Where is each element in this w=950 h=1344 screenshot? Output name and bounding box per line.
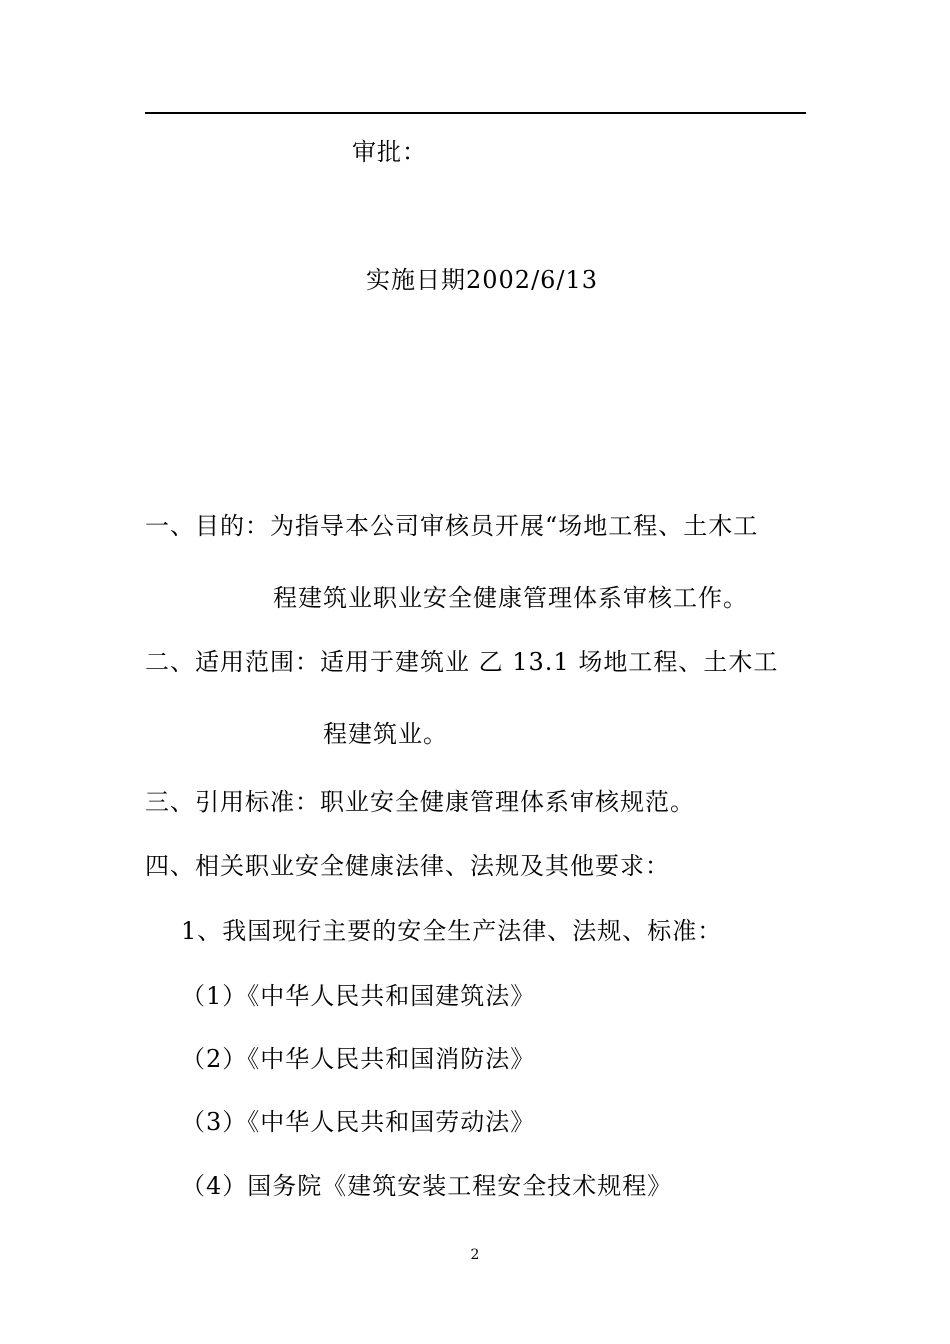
purpose-line-1: 一、目的：为指导本公司审核员开展“场地工程、土木工 bbox=[145, 512, 759, 540]
law-item-1: （1）《中华人民共和国建筑法》 bbox=[181, 982, 536, 1010]
law-item-2: （2）《中华人民共和国消防法》 bbox=[181, 1045, 536, 1073]
header-rule bbox=[145, 112, 806, 114]
standards-line: 三、引用标准：职业安全健康管理体系审核规范。 bbox=[145, 788, 695, 816]
effective-date: 实施日期2002/6/13 bbox=[366, 266, 599, 294]
laws-subheading: 1、我国现行主要的安全生产法律、法规、标准： bbox=[181, 917, 723, 945]
scope-line-1: 二、适用范围：适用于建筑业 乙 13.1 场地工程、土木工 bbox=[145, 648, 779, 676]
page-number: 2 bbox=[470, 1247, 480, 1263]
law-item-4: （4）国务院《建筑安装工程安全技术规程》 bbox=[181, 1172, 673, 1200]
laws-heading: 四、相关职业安全健康法律、法规及其他要求： bbox=[145, 852, 670, 880]
approval-label: 审批： bbox=[352, 138, 427, 166]
scope-line-2: 程建筑业。 bbox=[323, 720, 448, 748]
purpose-line-2: 程建筑业职业安全健康管理体系审核工作。 bbox=[273, 584, 748, 612]
law-item-3: （3）《中华人民共和国劳动法》 bbox=[181, 1108, 536, 1136]
